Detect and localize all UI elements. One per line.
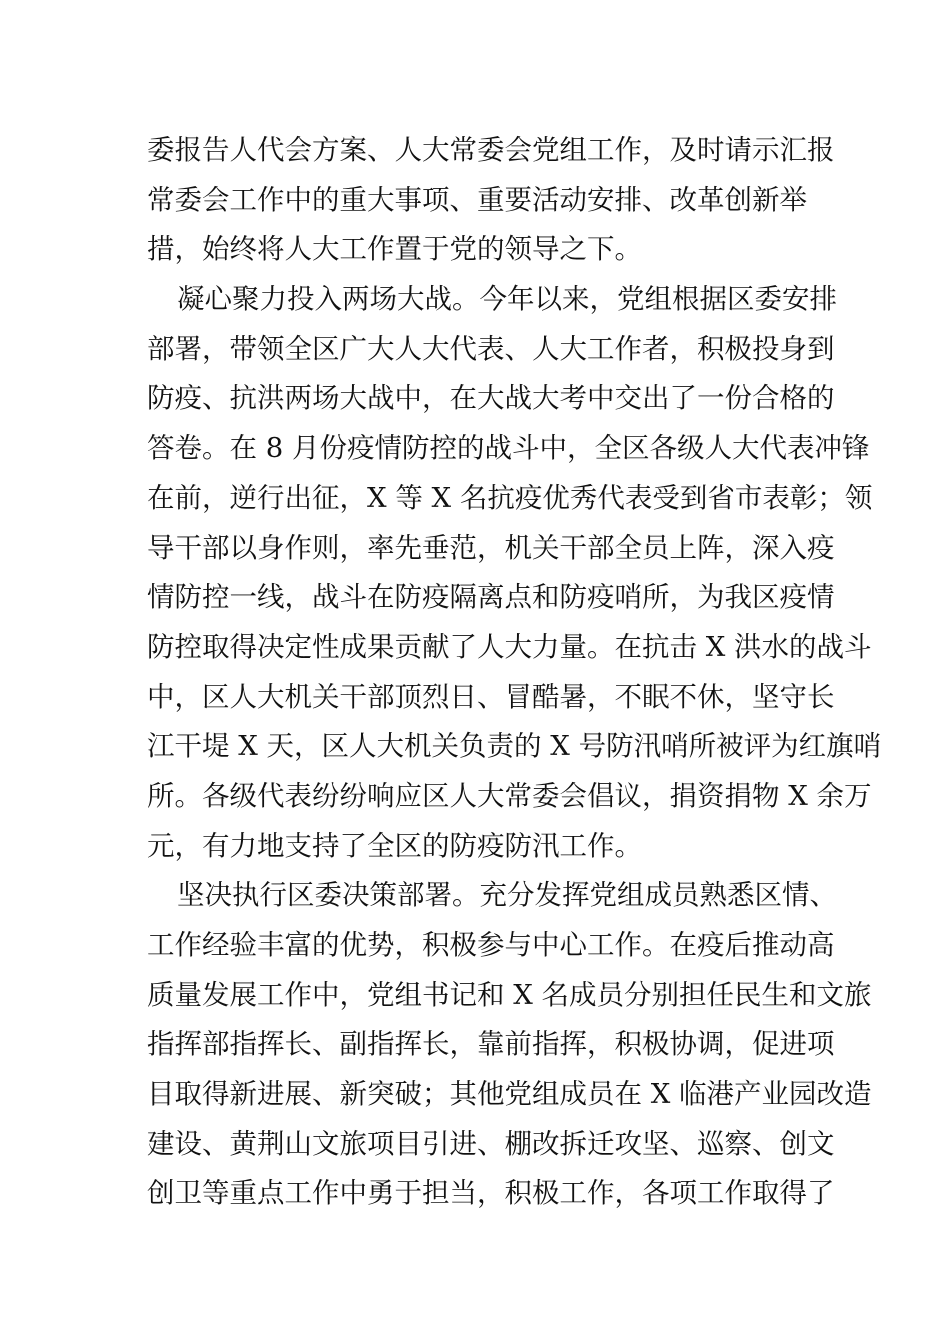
text-line: 防控取得决定性成果贡献了人大力量。在抗击 X 洪水的战斗 (147, 630, 872, 663)
text-line: 在前，逆行出征，X 等 X 名抗疫优秀代表受到省市表彰；领 (147, 481, 873, 514)
document-body (147, 126, 882, 1219)
text-line: 导干部以身作则，率先垂范，机关干部全员上阵，深入疫 (147, 531, 835, 564)
text-line: 元，有力地支持了全区的防疫防汛工作。 (147, 829, 642, 862)
text-line: 部署，带领全区广大人大代表、人大工作者，积极投身到 (147, 332, 835, 365)
text-line: 防疫、抗洪两场大战中，在大战大考中交出了一份合格的 (147, 382, 835, 415)
text-line: 委报告人代会方案、人大常委会党组工作，及时请示汇报 (147, 134, 835, 166)
text-line: 所。各级代表纷纷响应区人大常委会倡议，捐资捐物 X 余万 (147, 779, 872, 812)
text-line: 江干堤 X 天，区人大机关负责的 X 号防汛哨所被评为红旗哨 (147, 730, 882, 763)
text-line: 常委会工作中的重大事项、重要活动安排、改革创新举 (147, 183, 807, 216)
text-line: 指挥部指挥长、副指挥长，靠前指挥，积极协调，促进项 (147, 1028, 835, 1061)
paragraph (147, 871, 872, 1219)
paragraph (147, 126, 835, 275)
text-line: 中，区人大机关干部顶烈日、冒酷暑，不眠不休，坚守长 (147, 680, 835, 713)
text-line: 措，始终将人大工作置于党的领导之下。 (147, 233, 642, 266)
text-line: 目取得新进展、新突破；其他党组成员在 X 临港产业园改造 (147, 1078, 872, 1111)
text-line: 建设、黄荆山文旅项目引进、棚改拆迁攻坚、巡察、创文 (147, 1127, 835, 1160)
paragraph (147, 275, 882, 871)
text-line: 质量发展工作中，党组书记和 X 名成员分别担任民生和文旅 (147, 978, 872, 1011)
text-line: 凝心聚力投入两场大战。今年以来，党组根据区委安排 (177, 283, 837, 316)
text-line: 创卫等重点工作中勇于担当，积极工作，各项工作取得了 (147, 1177, 835, 1210)
text-line: 工作经验丰富的优势，积极参与中心工作。在疫后推动高 (147, 929, 835, 961)
text-line: 情防控一线，战斗在防疫隔离点和防疫哨所，为我区疫情 (147, 581, 835, 614)
text-line: 坚决执行区委决策部署。充分发挥党组成员熟悉区情、 (177, 879, 837, 912)
text-line: 答卷。在 8 月份疫情防控的战斗中，全区各级人大代表冲锋 (147, 432, 870, 465)
